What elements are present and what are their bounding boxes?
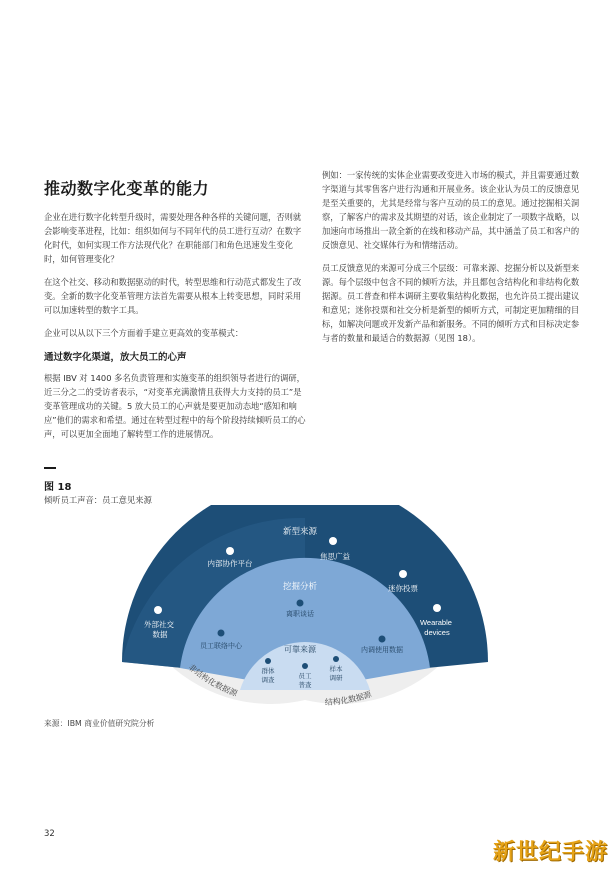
dot-contact-center	[218, 630, 225, 637]
dot-exit-interview	[297, 600, 304, 607]
outer-ring-title: 新型来源	[282, 526, 318, 536]
outer-item-3: 迷你投票	[388, 584, 418, 593]
structured-path: 结构化数据源	[324, 689, 373, 708]
right-column	[322, 168, 584, 354]
dot-brainstorm	[329, 537, 337, 545]
figure-source: 来源：IBM 商业价值研究院分析	[44, 719, 155, 728]
dot-usage-data	[379, 636, 386, 643]
dot-mini-poll	[399, 570, 407, 578]
left-paragraph-3: 企业可以从以下三个方面着手建立更高效的变革模式：	[44, 328, 244, 338]
left-paragraph-1: 企业在进行数字化转型升级时，需要处理各种各样的关键问题，否则就会影响变革进程，比如：组织如何与不同年代的员工进行互动？在数字化时代，如何实现工作方法现代化？在职能部门和角色迅速发生变化时，如何管理变化？	[44, 212, 302, 264]
figure-label: 图 18	[44, 482, 72, 493]
group-line-2: 调查	[261, 677, 275, 684]
figure-rule	[44, 467, 56, 469]
dot-group-survey	[265, 658, 271, 664]
sample-line-2: 调研	[329, 675, 343, 682]
outer-item-1: 内部协作平台	[207, 559, 253, 568]
group-line-1: 群体	[261, 668, 275, 675]
subheading: 通过数字化渠道，放大员工的心声	[44, 352, 187, 363]
middle-item-2: 员工联络中心	[200, 643, 242, 650]
census-line-1: 员工	[298, 673, 312, 680]
middle-item-3: 内调使用数据	[361, 647, 403, 654]
social-line-2: 数据	[152, 630, 168, 639]
left-paragraph-4: 根据 IBV 对 1400 多名负责管理和实施变革的组织领导者进行的调研，近三分之二的受访者表示，“对变革充满激情且获得大力支持的员工”是变革管理成功的关键。5 放大员工的心声就是要更加动态地“感知和响应”他们的需求和希望。通过在转型过程中的每个阶段持续倾听员工的心声，可以更加全面地了解转型工作的进展情况。	[44, 373, 306, 439]
middle-item-1: 离职谈话	[286, 611, 314, 618]
left-column	[44, 176, 306, 450]
social-line-1: 外部社交	[143, 620, 174, 629]
section-title: 推动数字化变革的能力	[44, 179, 210, 198]
dot-census	[302, 663, 308, 669]
dot-wearable	[433, 604, 441, 612]
page-number: 32	[44, 829, 55, 839]
census-line-2: 普查	[298, 682, 312, 689]
right-paragraph-2: 员工反馈意见的来源可分成三个层级：可靠来源、挖掘分析以及新型来源。每个层级中包含不同的倾听方法，并且都包含结构化和非结构化数据源。员工普查和样本调研主要收集结构化数据，也允许员工提出建议和意见；迷你投票和社交分析是新型的倾听方式，可制定更加精细的目标，如解决问题或开发新产品和新服务。不同的倾听方式和目标决定参与者的数量和最适合的数据源（见图 18）。	[322, 263, 580, 343]
middle-ring-title: 挖掘分析	[282, 581, 318, 591]
sample-line-1: 样本	[329, 666, 343, 673]
inner-ring-title: 可靠来源	[284, 645, 316, 654]
figure-caption: 倾听员工声音：员工意见来源	[44, 495, 152, 505]
outer-item-2: 焦思广益	[320, 552, 350, 561]
outer-item-4	[420, 618, 454, 637]
dot-sample	[333, 656, 339, 662]
listening-diagram	[0, 505, 616, 715]
wearable-line-2: devices	[424, 628, 450, 637]
unstructured-path: 非结构化数据源	[186, 662, 239, 699]
wearable-line-1: Wearable	[419, 618, 452, 627]
right-paragraph-1: 例如：一家传统的实体企业需要改变进入市场的模式，并且需要通过数字渠道与其零售客户进行沟通和开展业务。该企业认为员工的反馈意见是至关重要的，尤其是经常与客户互动的员工的意见。通过挖掘相关洞察，了解客户的需求及其期望的对话，该企业制定了一项数字战略，以加速向市场推出一款全新的在线和移动产品，其中涵盖了员工和客户的反馈意见、社交媒体行为和情绪活动。	[322, 170, 580, 250]
left-paragraph-2: 在这个社交、移动和数据驱动的时代，转型思维和行动范式都发生了改变。全新的数字化变革管理方法首先需要从根本上转变思想，同时采用可以加速转型的数字工具。	[44, 277, 302, 315]
watermark-logo: 新世纪手游	[492, 840, 608, 865]
dot-internal-collab	[226, 547, 234, 555]
dot-external-social	[154, 606, 162, 614]
